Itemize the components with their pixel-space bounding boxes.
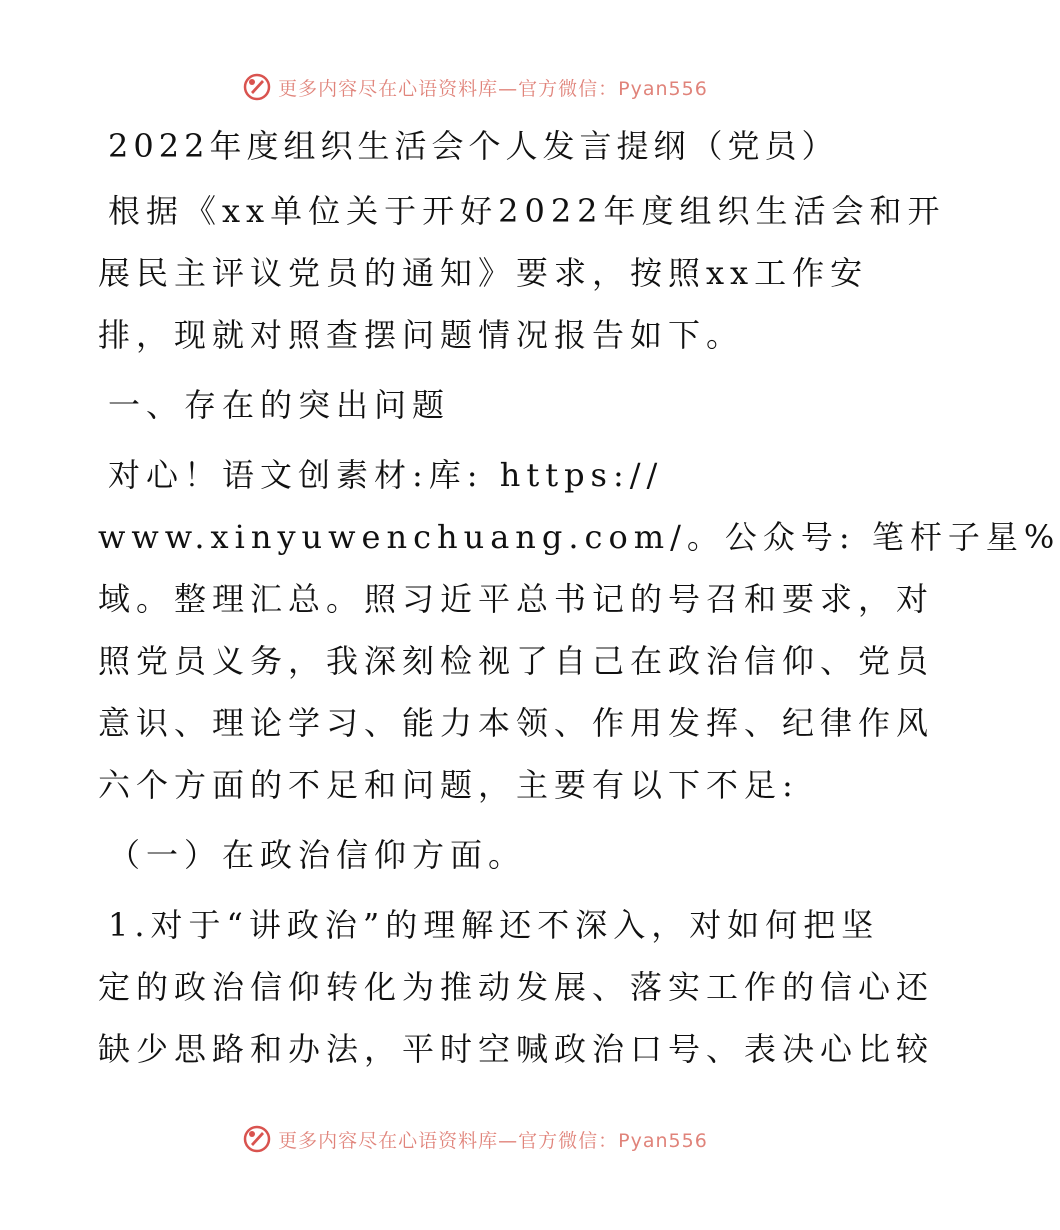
paragraph-overview: [98, 444, 1060, 816]
text-line: 1.对于“讲政治”的理解还不深入，对如何把坚: [108, 906, 880, 944]
text-line: 六个方面的不足和问题，主要有以下不足:: [98, 766, 799, 804]
text-line: 缺少思路和办法，平时空喊政治口号、表决心比较: [98, 1030, 935, 1068]
brand-logo-icon: [242, 1124, 272, 1154]
header-banner-text: 更多内容尽在心语资料库—官方微信：Pyan556: [278, 77, 708, 100]
document-title: 2022年度组织生活会个人发言提纲（党员）: [108, 127, 839, 165]
text-line: 域。整理汇总。照习近平总书记的号召和要求，对: [98, 580, 935, 618]
paragraph-item-1: [98, 894, 935, 1080]
document-body: [98, 124, 1060, 1088]
text-line: 意识、理论学习、能力本领、作用发挥、纪律作风: [98, 704, 935, 742]
text-line: 定的政治信仰转化为推动发展、落实工作的信心还: [98, 968, 935, 1006]
text-line: www.xinyuwenchuang.com/。公众号: 笔杆子星%: [98, 518, 1060, 556]
footer-banner-text: 更多内容尽在心语资料库—官方微信：Pyan556: [278, 1129, 708, 1152]
text-line: 一、存在的突出问题: [108, 386, 451, 424]
header-watermark-banner: [0, 72, 950, 102]
text-line: 根据《xx单位关于开好2022年度组织生活会和开: [108, 192, 946, 230]
paragraph-intro: [98, 180, 946, 366]
text-line: 展民主评议党员的通知》要求，按照xx工作安: [98, 254, 869, 292]
text-line: 照党员义务，我深刻检视了自己在政治信仰、党员: [98, 642, 935, 680]
subsection-heading-1: [98, 824, 858, 886]
text-line: 排，现就对照查摆问题情况报告如下。: [98, 316, 745, 354]
text-line: 对心！语文创素材:库: https://: [108, 456, 664, 494]
text-line: （一）在政治信仰方面。: [108, 836, 527, 874]
section-heading-1: [98, 374, 858, 436]
brand-logo-icon: [242, 72, 272, 102]
footer-watermark-banner: [0, 1124, 950, 1154]
